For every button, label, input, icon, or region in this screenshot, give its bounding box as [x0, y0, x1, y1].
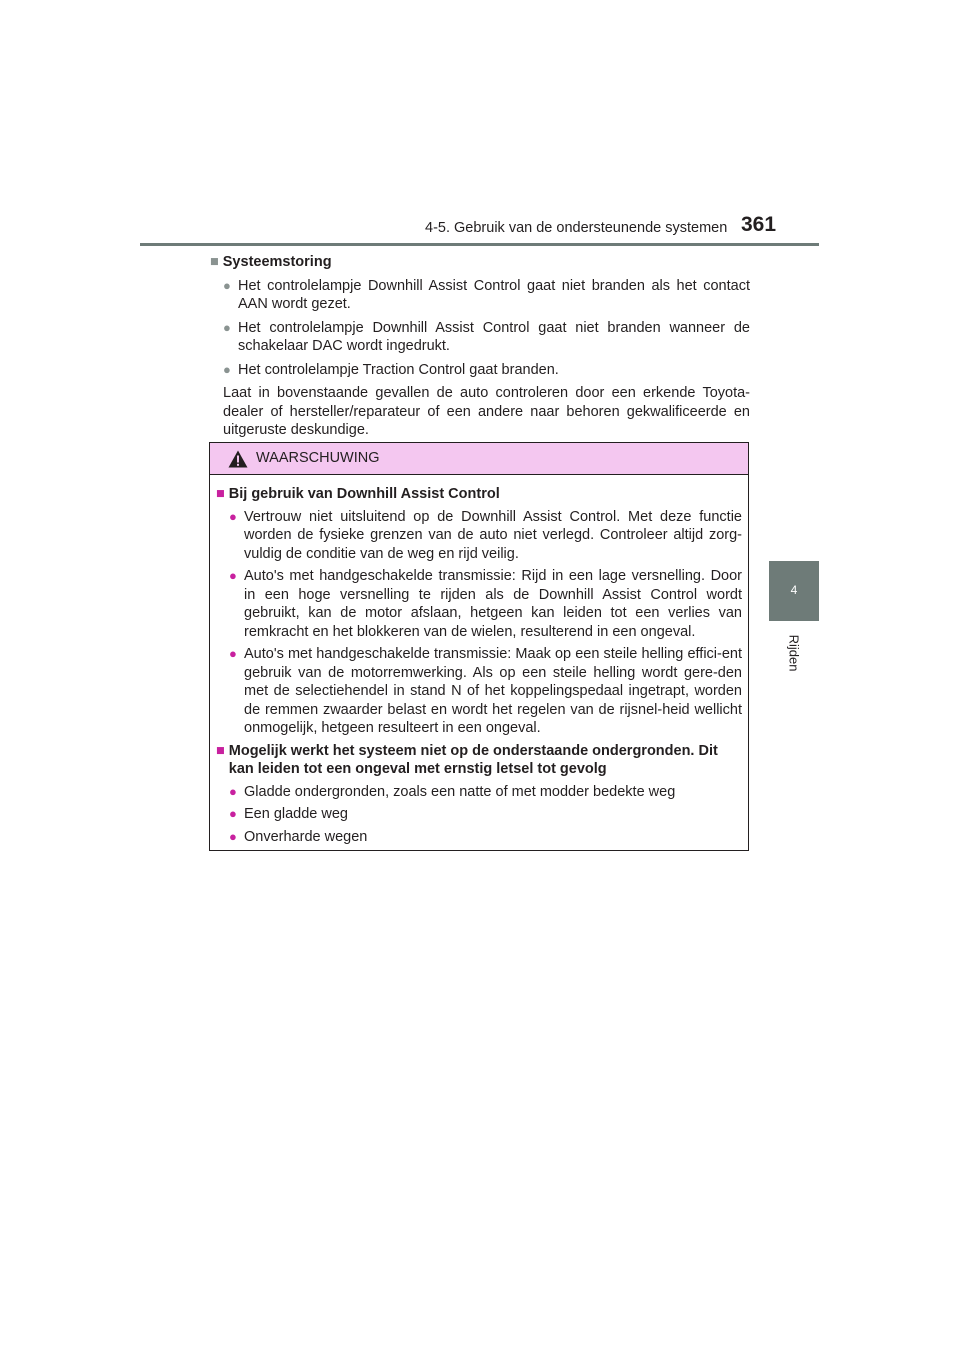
page-number: 361	[741, 213, 777, 236]
list-item	[216, 567, 742, 641]
list-item	[210, 319, 750, 356]
chapter-tab[interactable]	[769, 561, 819, 621]
bullet-dot-icon: ●	[229, 508, 237, 524]
bullet-dot-icon: ●	[229, 568, 237, 583]
square-bullet-icon: ■	[216, 486, 225, 502]
list-item	[216, 508, 742, 564]
warning-section-heading-text: Mogelijk werkt het systeem niet op de onderstaande ondergronden. Dit kan leiden tot een ongeval met ernstig letsel tot gevolg	[228, 742, 718, 777]
bullet-dot-icon: ●	[229, 806, 237, 821]
warning-triangle-icon	[228, 450, 248, 468]
warning-section-heading	[216, 742, 742, 779]
list-item	[216, 805, 742, 824]
main-content	[210, 253, 750, 440]
bullet-dot-icon: ●	[229, 783, 237, 799]
list-item-text: Het controlelampje Downhill Assist Control gaat niet branden wanneer de schakelaar DAC wordt ingedrukt.	[238, 319, 750, 354]
list-item	[216, 828, 742, 847]
list-item	[216, 783, 742, 802]
bullet-dot-icon: ●	[229, 646, 237, 661]
body-paragraph: Laat in bovenstaande gevallen de auto controleren door een erkende Toyota-dealer of hersteller/reparateur of een andere naar behoren gekwalificeerde en uitgeruste deskundige.	[223, 385, 750, 438]
chapter-number: 4	[790, 583, 798, 597]
list-item	[210, 361, 750, 380]
section-heading	[210, 253, 750, 272]
list-item-text: Auto's met handgeschakelde transmissie: Maak op een steile helling effici-ent gebruik van de motorremwerking. Als op een steile helling wordt gere-den met de selectiehendel in stand N of het koppelingspedaal ingetrapt, worden de remmen zwaarder belast en wordt het regelen van de rijsnel-heid wellicht onmogelijk, hetgeen resulteert in een ongeval.	[244, 646, 742, 736]
section-header: 4-5. Gebruik van de ondersteunende systemen	[425, 220, 728, 236]
warning-box	[209, 442, 749, 851]
warning-label: WAARSCHUWING	[256, 450, 380, 466]
warning-body	[210, 475, 748, 846]
list-item-text: Auto's met handgeschakelde transmissie: Rijd in een lage versnelling. Door in een hoge versnelling te rijden als de Downhill Assist Control wordt gebruikt, kan de motor afslaan, hetgeen kan leiden tot een verlies van remkracht en het blokkeren van de wielen, resulterend in een ongeval.	[244, 568, 742, 640]
section-heading-text: Systeemstoring	[222, 254, 332, 270]
bullet-dot-icon: ●	[223, 361, 231, 377]
bullet-dot-icon: ●	[223, 319, 231, 335]
list-item-text: Het controlelampje Downhill Assist Control gaat niet branden als het contact AAN wordt gezet.	[238, 277, 750, 312]
warning-section-heading-text: Bij gebruik van Downhill Assist Control	[228, 486, 500, 502]
warning-header	[210, 443, 748, 475]
bullet-dot-icon: ●	[223, 277, 231, 293]
list-item-text: Het controlelampje Traction Control gaat branden.	[238, 361, 559, 378]
bullet-dot-icon: ●	[229, 828, 237, 844]
list-item-text: Gladde ondergronden, zoals een natte of met modder bedekte weg	[244, 783, 676, 800]
chapter-label-text: Rijden	[786, 634, 802, 672]
warning-section-heading	[216, 485, 742, 504]
list-item-text: Vertrouw niet uitsluitend op de Downhill Assist Control. Met deze functie worden de fysieke grenzen van de auto niet verlegd. Controleer altijd zorg-vuldig de conditie van de weg en rijd veilig.	[244, 508, 742, 562]
list-item-text: Onverharde wegen	[244, 828, 368, 845]
list-item-text: Een gladde weg	[244, 806, 348, 822]
chapter-label	[768, 628, 820, 678]
list-item	[216, 645, 742, 738]
square-bullet-icon: ■	[210, 254, 219, 270]
square-bullet-icon: ■	[216, 742, 225, 759]
list-item	[210, 277, 750, 314]
header-divider	[140, 243, 819, 246]
